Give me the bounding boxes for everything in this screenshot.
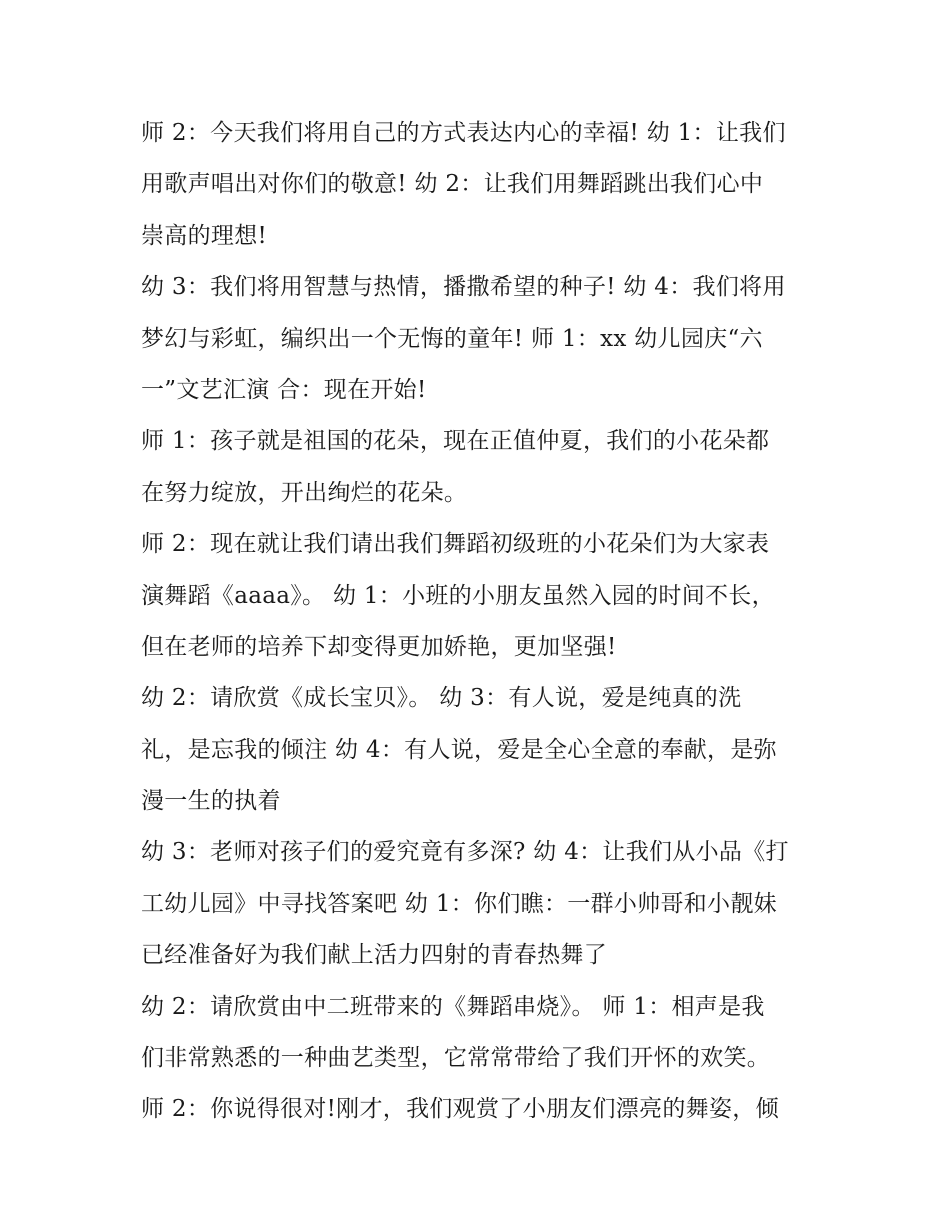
text-line: 在努力绽放，开出绚烂的花朵。	[141, 479, 468, 506]
text-line: 幼 3：老师对孩子们的爱究竟有多深? 幼 4：让我们从小品《打	[141, 839, 789, 866]
text-line: 礼，是忘我的倾注 幼 4：有人说，爱是全心全意的奉献，是弥	[141, 736, 777, 763]
text-line: 用歌声唱出对你们的敬意! 幼 2：让我们用舞蹈跳出我们心中	[141, 171, 764, 198]
text-line: 漫一生的执着	[141, 788, 281, 815]
text-line: 师 2：今天我们将用自己的方式表达内心的幸福! 幼 1：让我们	[141, 120, 786, 146]
text-line: 已经准备好为我们献上活力四射的青春热舞了	[141, 942, 607, 969]
text-line: 崇高的理想!	[141, 222, 268, 249]
text-line: 们非常熟悉的一种曲艺类型，它常常带给了我们开怀的欢笑。	[141, 1045, 771, 1072]
text-line: 一”文艺汇演 合：现在开始!	[141, 376, 427, 403]
text-line: 师 2：现在就让我们请出我们舞蹈初级班的小花朵们为大家表	[141, 531, 770, 558]
text-line: 演舞蹈《aaaa》。 幼 1：小班的小朋友虽然入园的时间不长，	[141, 582, 775, 609]
text-line: 但在老师的培养下却变得更加娇艳，更加坚强!	[141, 633, 617, 660]
text-line: 幼 2：请欣赏《成长宝贝》。 幼 3：有人说，爱是纯真的洗	[141, 685, 742, 712]
text-line: 幼 3：我们将用智慧与热情，播撒希望的种子! 幼 4：我们将用	[141, 274, 786, 301]
text-line: 工幼儿园》中寻找答案吧 幼 1：你们瞧：一群小帅哥和小靓妹	[141, 890, 777, 917]
text-line: 幼 2：请欣赏由中二班带来的《舞蹈串烧》。 师 1：相声是我	[141, 993, 765, 1020]
document-body	[141, 108, 821, 1136]
text-line: 师 2：你说得很对!刚才，我们观赏了小朋友们漂亮的舞姿，倾	[141, 1096, 779, 1123]
text-line: 师 1：孩子就是祖国的花朵，现在正值仲夏，我们的小花朵都	[141, 428, 770, 455]
text-line: 梦幻与彩虹，编织出一个无悔的童年! 师 1：xx 幼儿园庆“六	[141, 325, 763, 352]
